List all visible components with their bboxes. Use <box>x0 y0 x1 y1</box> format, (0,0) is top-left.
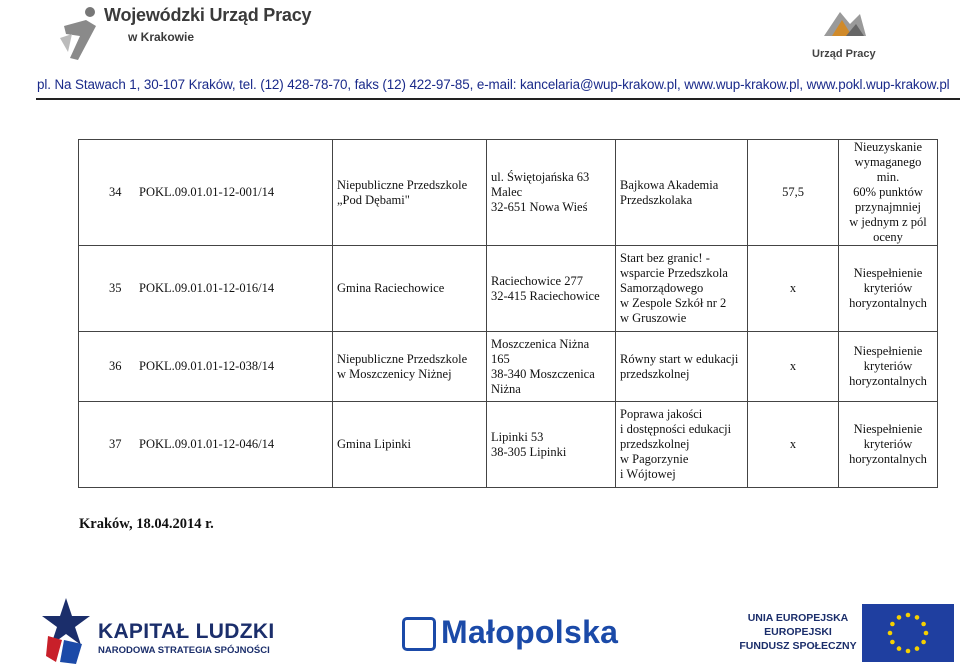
kapital-ludzki-star-icon <box>42 596 90 666</box>
project-title-cell-line: Samorządowego <box>620 281 704 295</box>
eu-star-icon <box>915 646 920 651</box>
status-cell <box>839 332 938 402</box>
place-date: Kraków, 18.04.2014 r. <box>79 516 214 532</box>
row-number-and-id <box>79 140 333 246</box>
address-cell-line: Raciechowice 277 <box>491 273 583 288</box>
project-title-cell-line: Start bez granic! - <box>620 251 710 265</box>
row-number: 36 <box>109 359 122 373</box>
org-name: Wojewódzki Urząd Pracy <box>104 5 312 25</box>
status-cell-line: kryteriów <box>863 281 913 295</box>
applicant-cell <box>333 140 487 246</box>
kapital-ludzki-title: KAPITAŁ LUDZKI <box>98 620 275 643</box>
score-cell-value: x <box>789 437 797 451</box>
project-title-cell-line: wsparcie Przedszkola <box>620 266 728 280</box>
applicant-cell-line: Niepubliczne Przedszkole <box>337 177 468 192</box>
address-cell <box>487 246 616 332</box>
row-number: 37 <box>109 437 122 451</box>
row-number-and-id <box>79 402 333 488</box>
eu-star-icon <box>924 631 929 636</box>
status-cell-line: horyzontalnych <box>849 452 927 466</box>
score-cell-value: x <box>789 281 797 295</box>
eu-star-icon <box>906 649 911 654</box>
address-cell <box>487 332 616 402</box>
project-title-cell <box>616 402 748 488</box>
eu-text <box>738 611 858 653</box>
status-cell-line: 60% punktów <box>853 185 923 199</box>
status-cell <box>839 402 938 488</box>
score-cell <box>748 246 839 332</box>
table-row <box>79 332 938 402</box>
address-cell-line: Moszczenica Niżna 165 <box>491 336 590 366</box>
kapital-ludzki-subtitle: NARODOWA STRATEGIA SPÓJNOŚCI <box>98 645 270 656</box>
address-cell-line: 32-415 Raciechowice <box>491 288 600 303</box>
urzad-pracy-logo-text: Urząd Pracy <box>812 48 876 60</box>
eu-line-2: EUROPEJSKI <box>764 626 832 638</box>
address-cell-line: 38-305 Lipinki <box>491 444 567 459</box>
applicant-cell-line: w Moszczenicy Niżnej <box>337 366 452 381</box>
project-id: POKL.09.01.01-12-038/14 <box>139 359 275 373</box>
score-cell <box>748 402 839 488</box>
project-title-cell-line: Poprawa jakości <box>620 407 703 421</box>
status-cell-line: horyzontalnych <box>849 296 927 310</box>
eu-flag-icon <box>862 604 954 662</box>
malopolska-logo-text: Małopolska <box>441 614 619 650</box>
address-cell-line: Niżna <box>491 381 521 396</box>
row-number: 34 <box>109 185 122 199</box>
eu-star-icon <box>906 613 911 618</box>
address-cell-line: 32-651 Nowa Wieś <box>491 200 588 214</box>
applicant-cell-line: „Pod Dębami" <box>337 192 410 207</box>
address-cell-line: 38-340 Moszczenica <box>491 366 595 381</box>
eu-line-3: FUNDUSZ SPOŁECZNY <box>739 640 857 652</box>
eu-star-icon <box>888 631 893 636</box>
project-title-cell-line: Równy start w edukacji <box>620 351 739 366</box>
eu-line-1: UNIA EUROPEJSKA <box>747 612 849 624</box>
project-title-cell-line: przedszkolnej <box>620 437 690 451</box>
applicant-cell <box>333 246 487 332</box>
project-title-cell <box>616 332 748 402</box>
applicant-cell-line: Gmina Lipinki <box>337 437 411 451</box>
contact-line: pl. Na Stawach 1, 30-107 Kraków, tel. (12) 428-78-70, faks (12) 422-97-85, e-mail: kancelaria@wup-krakow.pl, www.wup-krakow.pl, www.pokl.wup-krakow.pl <box>37 77 950 92</box>
applicant-cell-line: Niepubliczne Przedszkole <box>337 351 468 366</box>
eu-star-icon <box>921 640 926 645</box>
eu-star-icon <box>915 615 920 620</box>
project-title-cell-line: i dostępności edukacji <box>620 422 732 436</box>
applicant-cell-line: Gmina Raciechowice <box>337 281 445 295</box>
eu-star-icon <box>890 640 895 645</box>
status-cell <box>839 246 938 332</box>
score-cell-value: 57,5 <box>782 185 804 199</box>
project-title-cell-line: i Wójtowej <box>620 467 676 481</box>
project-title-cell-line: w Pagorzynie <box>620 452 689 466</box>
status-cell-line: horyzontalnych <box>849 374 927 388</box>
status-cell <box>839 140 938 246</box>
status-cell-line: Niespełnienie <box>853 344 923 358</box>
table-row <box>79 246 938 332</box>
results-table <box>78 139 938 488</box>
address-cell-line: Malec <box>491 185 523 199</box>
address-cell <box>487 402 616 488</box>
project-id: POKL.09.01.01-12-001/14 <box>139 185 275 199</box>
status-cell-line: przynajmniej <box>855 200 921 214</box>
status-cell-line: Niespełnienie <box>853 422 923 436</box>
score-cell-value: x <box>789 359 797 373</box>
wup-logo-icon <box>58 4 102 62</box>
address-cell-line: Lipinki 53 <box>491 429 544 444</box>
score-cell <box>748 140 839 246</box>
address-cell <box>487 140 616 246</box>
table-row <box>79 402 938 488</box>
project-id: POKL.09.01.01-12-046/14 <box>139 437 275 451</box>
project-title-cell-line: przedszkolnej <box>620 366 690 381</box>
row-number: 35 <box>109 281 122 295</box>
row-number-and-id <box>79 246 333 332</box>
status-cell-line: kryteriów <box>863 359 913 373</box>
eu-star-icon <box>921 622 926 627</box>
malopolska-logo-icon <box>402 617 436 651</box>
table-row <box>79 140 938 246</box>
project-title-cell-line: Przedszkolaka <box>620 192 693 207</box>
project-title-cell-line: Bajkowa Akademia <box>620 177 719 192</box>
eu-star-icon <box>897 646 902 651</box>
eu-star-icon <box>890 622 895 627</box>
project-title-cell-line: w Gruszowie <box>620 311 687 325</box>
applicant-cell <box>333 402 487 488</box>
score-cell <box>748 332 839 402</box>
eu-star-icon <box>897 615 902 620</box>
project-id: POKL.09.01.01-12-016/14 <box>139 281 275 295</box>
status-cell-line: wymaganego min. <box>854 155 922 184</box>
applicant-cell <box>333 332 487 402</box>
status-cell-line: Niespełnienie <box>853 266 923 280</box>
status-cell-line: w jednym z pól <box>849 215 927 229</box>
status-cell-line: kryteriów <box>863 437 913 451</box>
row-number-and-id <box>79 332 333 402</box>
project-title-cell <box>616 140 748 246</box>
project-title-cell <box>616 246 748 332</box>
address-cell-line: ul. Świętojańska 63 <box>491 170 590 184</box>
status-cell-line: Nieuzyskanie <box>853 140 923 154</box>
status-cell-line: oceny <box>873 230 903 244</box>
org-city: w Krakowie <box>128 30 195 44</box>
header-divider <box>36 98 960 100</box>
project-title-cell-line: w Zespole Szkół nr 2 <box>620 296 727 310</box>
